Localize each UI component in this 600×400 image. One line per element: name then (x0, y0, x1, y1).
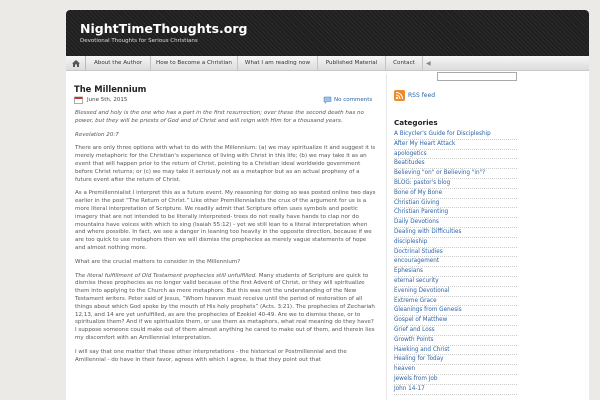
category-item[interactable]: BLOG: pastor's blog (394, 179, 517, 189)
category-item[interactable]: After My Heart Attack (394, 140, 517, 150)
post-paragraph-3: What are the crucial matters to consider in the Millennium? (75, 258, 241, 265)
nav-item-about[interactable]: About the Author (86, 56, 151, 71)
category-item[interactable]: John 14-17 (394, 385, 517, 395)
post-paragraph-4-lead: The literal fulfillment of Old Testament prophecies still unfulfilled. (75, 272, 257, 279)
category-item[interactable]: Extreme Grace (394, 297, 517, 307)
category-item[interactable]: Beatitudes (394, 159, 517, 169)
category-item[interactable]: Bone of My Bone (394, 189, 517, 199)
post-paragraph-2: As a Premillennialist I interpret this as a future event. My reasoning for doing so was posted online two days earlier in the post “The Return of Christ.” Like other Premillennialists the crux of the argument for us is a more literal interpretation of Scripture. We readily admit that Scripture often uses symbols and poetic imagery that are not intended to be literally interpreted- trees do not really have hands to clap nor do mountains have voices with which to sing (Isaiah 55:12) - yet we still lean to a literal interpretation when and where possible. In fact, we see a danger in leaning too heavily in the opposite direction, because if we are too quick to use metaphors then we will dismiss the prophecies as merely vague statements of hope and almost nothing more. (75, 190, 376, 251)
post-meta (74, 96, 444, 106)
category-item[interactable]: A Bicycler's Guide for Discipleship (394, 130, 517, 140)
nav-scroll-arrow-icon[interactable]: ◀ (426, 60, 431, 67)
category-item[interactable]: Ephesians (394, 267, 517, 277)
category-item[interactable]: Christian Giving (394, 199, 517, 209)
category-item[interactable]: Doctrinal Studies (394, 248, 517, 258)
post-paragraph-5: I will say that one matter that these other interpretations - the historical or Postmillennial and the Amillennial - do have in their favor, agrees with which I agree, is that they point out that (75, 348, 347, 363)
category-item[interactable]: eternal security (394, 277, 517, 287)
site-header (66, 10, 589, 56)
category-item[interactable]: apologetics (394, 150, 517, 160)
post-quote: Blessed and holy is the one who has a part in the first resurrection; over these the second death has no power, but they will be priests of God and of Christ and will reign with Him for a thousand years. (75, 110, 364, 124)
rss-feed-link[interactable]: RSS feed (408, 92, 435, 99)
search-input[interactable] (437, 72, 517, 81)
post-reference: Revelation 20:7 (75, 131, 119, 138)
nav-item-published[interactable]: Published Material (318, 56, 386, 71)
post-paragraph-4 (75, 273, 377, 343)
post-comments-link[interactable]: No comments (334, 97, 373, 103)
post-paragraph-4-rest: Many students of Scripture are quick to dismiss these prophecies as no longer valid because of the first Advent of Christ, or they will spiritualize them into applying to the Church as mere metaphors. But this was not the understanding of the New Testament writers. Peter said of Jesus, “Whom heaven must receive until the period of restoration of all things about which God spoke by the mouth of His holy prophets” (Acts. 3:21). The prophecies of Zechariah 12,13, and 14 are yet unfulfilled, as are the prophecies of Ezekiel 40-49. Are we to dismiss these, or to spiritualize them? And if we spiritualize them, or use them as metaphors, what real meaning do they have? I suppose someone could make out of them almost anything he cared to make out of them, and therein lies my discomfort with an Amillennial interpretation. (75, 272, 375, 341)
calendar-icon (74, 96, 83, 104)
nav-item-contact[interactable]: Contact (386, 56, 423, 71)
home-icon (72, 60, 80, 67)
category-item[interactable]: heaven (394, 365, 517, 375)
category-item[interactable]: Christian Parenting (394, 208, 517, 218)
category-item[interactable]: Gospel of Matthew (394, 316, 517, 326)
category-item[interactable]: Evening Devotional (394, 287, 517, 297)
category-item[interactable]: encouragement (394, 257, 517, 267)
categories-heading: Categories (394, 118, 438, 127)
site-title[interactable]: NightTimeThoughts.org (80, 21, 248, 36)
post-body (75, 110, 377, 370)
category-item[interactable]: Believing "on" or Believing "in"? (394, 169, 517, 179)
category-item[interactable]: Jewels from Job (394, 375, 517, 385)
category-item[interactable]: Daily Devotions (394, 218, 517, 228)
rss-icon[interactable] (394, 90, 405, 101)
category-item[interactable]: Hawking and Christ (394, 346, 517, 356)
categories-list (394, 130, 517, 395)
nav-item-reading-now[interactable]: What I am reading now (238, 56, 318, 71)
post-date: June 5th, 2015 (87, 97, 128, 103)
category-item[interactable]: discipleship (394, 238, 517, 248)
nav-item-become-christian[interactable]: How to Become a Christian (151, 56, 238, 71)
category-item[interactable]: Grief and Loss (394, 326, 517, 336)
category-item[interactable]: Growth Points (394, 336, 517, 346)
main-navigation (66, 56, 589, 71)
category-item[interactable]: Healing for Today (394, 355, 517, 365)
category-item[interactable]: Dealing with Difficulties (394, 228, 517, 238)
post-paragraph-1: There are only three options with what to do with the Millennium: (a) we may spiritualize it and suggest it is merely metaphoric for the Christian's experience of living with Christ in this life; (b) we may take it as an event that will happen prior to the return of Christ, pointing to a Christian ideal worldwide government before Christ returns; or (c) we may take it seriously not as a metaphor but as an actual prophesy of a future event after the return of Christ. (75, 145, 376, 183)
category-item[interactable]: Gleanings from Genesis (394, 306, 517, 316)
site-tagline: Devotional Thoughts for Serious Christians (80, 38, 198, 44)
column-divider (386, 74, 387, 400)
nav-home-button[interactable] (66, 56, 86, 71)
post-title[interactable]: The Millennium (74, 84, 147, 94)
comment-icon (323, 96, 332, 104)
